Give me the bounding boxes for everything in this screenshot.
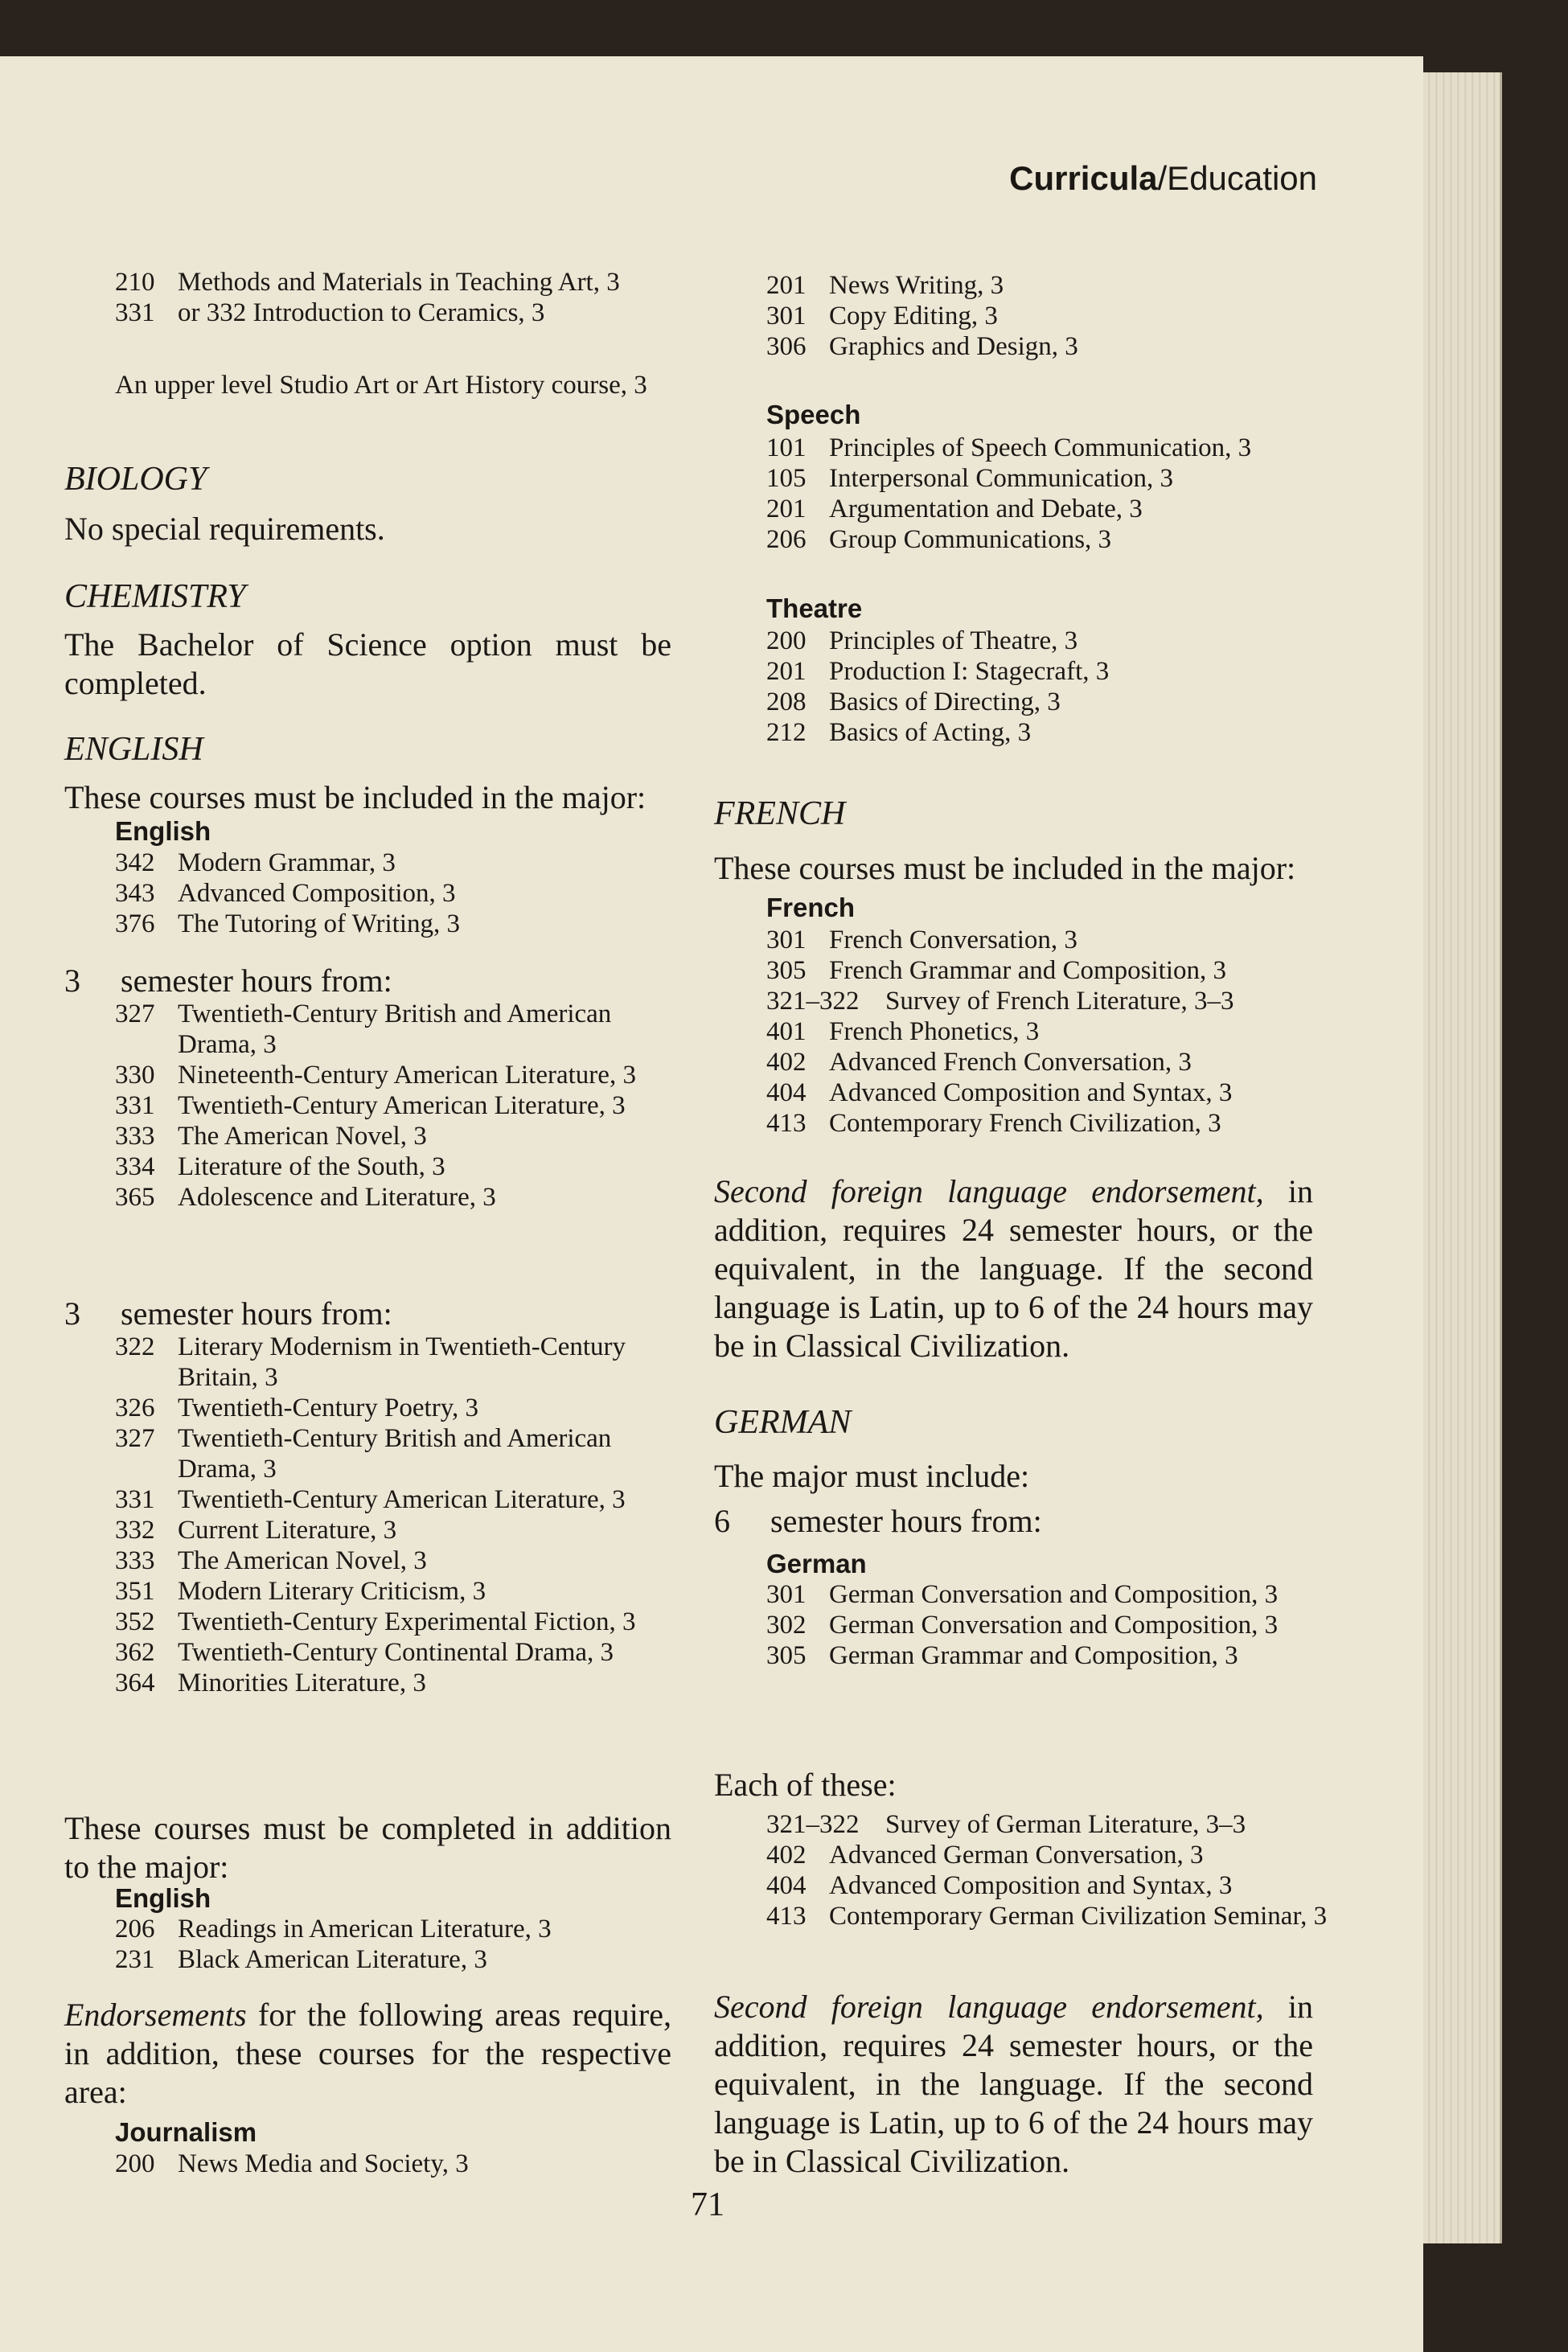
course-title: The American Novel, 3 xyxy=(178,1546,427,1575)
course-title: Basics of Directing, 3 xyxy=(829,688,1061,716)
french-sub: French xyxy=(766,893,856,922)
german-group-label: semester hours from: xyxy=(770,1503,1042,1539)
biology-text: No special requirements. xyxy=(64,511,385,547)
english-group2-header xyxy=(64,1295,627,1333)
french-intro: These courses must be included in the major: xyxy=(714,850,1296,886)
course-number: 364 xyxy=(115,1669,155,1697)
course-entry xyxy=(766,1016,1329,1047)
course-title: Twentieth-Century American Literature, 3 xyxy=(178,1485,626,1514)
course-title: Principles of Speech Communication, 3 xyxy=(829,433,1252,462)
course-entry xyxy=(766,1077,1329,1108)
course-title: Adolescence and Literature, 3 xyxy=(178,1183,496,1212)
chemistry-heading: CHEMISTRY xyxy=(64,578,246,615)
course-number: 343 xyxy=(115,879,155,908)
course-number: 342 xyxy=(115,848,155,877)
course-entry xyxy=(766,1579,1329,1610)
course-title: Nineteenth-Century American Literature, 3 xyxy=(178,1061,636,1090)
course-entry xyxy=(766,270,1321,301)
course-number: 413 xyxy=(766,1902,807,1931)
french-second-rest: in addition, requires 24 semester hours, or the equivalent, in the language. If the second language is Latin, up to 6 of the 24 hours may be in Classical Civilization. xyxy=(714,1173,1313,1364)
course-number: 206 xyxy=(115,1915,155,1944)
course-entry xyxy=(115,1121,662,1151)
endorsements-text xyxy=(64,1996,671,2112)
course-entry xyxy=(766,1809,1329,1840)
course-entry xyxy=(115,878,662,909)
english-addition-text: These courses must be completed in addition to the major: xyxy=(64,1810,671,1885)
course-number: 201 xyxy=(766,657,807,686)
french-heading: FRENCH xyxy=(714,795,846,832)
german-courses xyxy=(766,1579,1329,1671)
course-entry xyxy=(115,999,662,1060)
course-number: 365 xyxy=(115,1183,155,1212)
course-number: 402 xyxy=(766,1841,807,1870)
course-number: 201 xyxy=(766,495,807,523)
course-title: Graphics and Design, 3 xyxy=(829,332,1078,361)
journalism-courses-cont xyxy=(766,270,1321,362)
journalism-sub: Journalism xyxy=(115,2117,257,2147)
course-entry xyxy=(766,626,1321,656)
course-title: Literary Modernism in Twentieth-Century Britain, 3 xyxy=(178,1332,626,1392)
course-number: 306 xyxy=(766,332,807,361)
course-number: 302 xyxy=(766,1611,807,1640)
course-title: German Conversation and Composition, 3 xyxy=(829,1611,1279,1640)
english-core-courses xyxy=(115,848,662,939)
course-number: 301 xyxy=(766,302,807,330)
course-entry xyxy=(766,331,1321,362)
course-number: 330 xyxy=(115,1061,155,1090)
course-title: Production I: Stagecraft, 3 xyxy=(829,657,1110,686)
course-number: 402 xyxy=(766,1048,807,1077)
course-title: Black American Literature, 3 xyxy=(178,1945,487,1974)
german-sub: German xyxy=(766,1549,867,1578)
course-title: Advanced Composition, 3 xyxy=(178,879,456,908)
course-number: 231 xyxy=(115,1945,155,1974)
course-number: 301 xyxy=(766,926,807,954)
course-entry xyxy=(115,1668,662,1698)
course-title: Current Literature, 3 xyxy=(178,1516,397,1545)
course-number: 376 xyxy=(115,909,155,938)
running-header xyxy=(965,159,1317,198)
course-number: 105 xyxy=(766,464,807,493)
chemistry-text: The Bachelor of Science option must be completed. xyxy=(64,626,671,701)
course-title: The Tutoring of Writing, 3 xyxy=(178,909,460,938)
course-entry xyxy=(115,1182,662,1213)
course-title: News Media and Society, 3 xyxy=(178,2149,469,2178)
course-entry xyxy=(766,494,1321,524)
course-entry xyxy=(766,717,1321,748)
course-entry xyxy=(766,656,1321,687)
course-entry xyxy=(766,1840,1329,1870)
course-title: News Writing, 3 xyxy=(829,271,1004,300)
speech-courses xyxy=(766,433,1321,555)
course-title: Modern Grammar, 3 xyxy=(178,848,396,877)
group2-hours: 3 xyxy=(64,1295,80,1332)
course-title: Twentieth-Century British and American Drama, 3 xyxy=(178,1424,612,1484)
course-entry xyxy=(115,1423,662,1484)
german-each: Each of these: xyxy=(714,1767,897,1803)
course-title: Modern Literary Criticism, 3 xyxy=(178,1577,486,1606)
german-group-hours: 6 xyxy=(714,1503,730,1539)
page-edges xyxy=(1423,72,1502,2243)
course-number: 301 xyxy=(766,1580,807,1609)
course-title: Minorities Literature, 3 xyxy=(178,1669,426,1697)
biology-heading: BIOLOGY xyxy=(64,461,207,498)
course-entry xyxy=(115,1637,662,1668)
course-title: German Grammar and Composition, 3 xyxy=(829,1641,1238,1670)
course-number: 331 xyxy=(115,1091,155,1120)
course-title: Interpersonal Communication, 3 xyxy=(829,464,1173,493)
course-number: 200 xyxy=(115,2149,155,2178)
german-second-language xyxy=(714,1988,1313,2181)
course-title: Literature of the South, 3 xyxy=(178,1152,445,1181)
course-title: Contemporary French Civilization, 3 xyxy=(829,1109,1221,1138)
course-entry xyxy=(115,848,662,878)
course-entry xyxy=(766,1640,1329,1671)
page-number: 71 xyxy=(691,2186,724,2223)
course-number: 401 xyxy=(766,1017,807,1046)
german-each-courses xyxy=(766,1809,1329,1931)
french-courses xyxy=(766,925,1329,1139)
header-rest: /Education xyxy=(1157,159,1317,197)
german-second-rest: in addition, requires 24 semester hours, or the equivalent, in the language. If the second language is Latin, up to 6 of the 24 hours may be in Classical Civilization. xyxy=(714,1989,1313,2179)
course-title: Methods and Materials in Teaching Art, 3 xyxy=(178,268,620,297)
course-number: 201 xyxy=(766,271,807,300)
german-intro: The major must include: xyxy=(714,1458,1030,1494)
course-number: 212 xyxy=(766,718,807,747)
course-entry xyxy=(115,909,662,939)
course-entry xyxy=(766,524,1321,555)
speech-sub: Speech xyxy=(766,400,861,429)
art-note: An upper level Studio Art or Art History course, 3 xyxy=(115,371,647,400)
theatre-courses xyxy=(766,626,1321,748)
english-heading: ENGLISH xyxy=(64,731,203,768)
german-second-italic: Second foreign language endorsement, xyxy=(714,1989,1264,2025)
course-title: Twentieth-Century American Literature, 3 xyxy=(178,1091,626,1120)
course-entry xyxy=(766,433,1321,463)
course-number: 322 xyxy=(115,1332,155,1361)
course-title: Twentieth-Century Poetry, 3 xyxy=(178,1394,479,1422)
course-number: 352 xyxy=(115,1607,155,1636)
course-title: The American Novel, 3 xyxy=(178,1122,427,1151)
endorsements-italic: Endorsements xyxy=(64,1997,247,2033)
course-title: Advanced Composition and Syntax, 3 xyxy=(829,1871,1233,1900)
course-number: 334 xyxy=(115,1152,155,1181)
course-title: German Conversation and Composition, 3 xyxy=(829,1580,1279,1609)
course-entry xyxy=(115,1515,662,1545)
course-title: Group Communications, 3 xyxy=(829,525,1112,554)
theatre-sub: Theatre xyxy=(766,593,863,623)
english-addition-sub: English xyxy=(115,1883,211,1913)
course-title: Advanced French Conversation, 3 xyxy=(829,1048,1192,1077)
course-entry xyxy=(766,1870,1329,1901)
course-entry xyxy=(766,955,1329,986)
german-heading: GERMAN xyxy=(714,1404,852,1441)
course-title: Basics of Acting, 3 xyxy=(829,718,1032,747)
course-entry xyxy=(766,925,1329,955)
course-entry xyxy=(115,298,662,328)
art-courses xyxy=(115,267,662,328)
english-group1-courses xyxy=(115,999,662,1213)
course-title: Advanced German Conversation, 3 xyxy=(829,1841,1204,1870)
course-entry xyxy=(115,1090,662,1121)
course-number: 333 xyxy=(115,1546,155,1575)
course-number: 101 xyxy=(766,433,807,462)
course-entry xyxy=(115,1545,662,1576)
course-number: 413 xyxy=(766,1109,807,1138)
course-title: Twentieth-Century British and American Drama, 3 xyxy=(178,999,612,1059)
course-entry xyxy=(766,1047,1329,1077)
course-number: 351 xyxy=(115,1577,155,1606)
english-addition-courses xyxy=(115,1914,662,1975)
course-entry xyxy=(766,1610,1329,1640)
course-entry xyxy=(115,1332,662,1393)
course-entry xyxy=(115,2149,662,2179)
course-entry xyxy=(115,1484,662,1515)
endorsements-rest: for the following areas require, in addition, these courses for the respective area: xyxy=(64,1997,671,2110)
course-title: French Conversation, 3 xyxy=(829,926,1077,954)
group1-hours: 3 xyxy=(64,963,80,999)
course-entry xyxy=(766,687,1321,717)
course-entry xyxy=(115,1151,662,1182)
course-number: 200 xyxy=(766,626,807,655)
english-group2-courses xyxy=(115,1332,662,1698)
journalism-courses xyxy=(115,2149,662,2179)
group2-label: semester hours from: xyxy=(121,1295,392,1332)
course-entry xyxy=(766,463,1321,494)
course-entry xyxy=(115,1393,662,1423)
course-entry xyxy=(115,1576,662,1607)
course-entry xyxy=(115,1944,662,1975)
course-number: 404 xyxy=(766,1078,807,1107)
french-second-italic: Second foreign language endorsement, xyxy=(714,1173,1264,1209)
course-entry xyxy=(115,1060,662,1090)
course-title: Survey of French Literature, 3–3 xyxy=(885,987,1234,1016)
course-number: 327 xyxy=(115,1424,155,1453)
course-title: Copy Editing, 3 xyxy=(829,302,998,330)
course-number: 404 xyxy=(766,1871,807,1900)
course-number: 362 xyxy=(115,1638,155,1667)
french-second-language xyxy=(714,1172,1313,1365)
course-entry xyxy=(766,1901,1329,1931)
course-title: French Phonetics, 3 xyxy=(829,1017,1040,1046)
german-group-header xyxy=(714,1502,1277,1541)
course-title: Contemporary German Civilization Seminar, 3 xyxy=(829,1902,1328,1931)
course-title: Argumentation and Debate, 3 xyxy=(829,495,1143,523)
group1-label: semester hours from: xyxy=(121,963,392,999)
course-number: 332 xyxy=(115,1516,155,1545)
course-entry xyxy=(766,1108,1329,1139)
course-number: 326 xyxy=(115,1394,155,1422)
course-number: 331 xyxy=(115,1485,155,1514)
course-entry xyxy=(115,1914,662,1944)
course-title: Principles of Theatre, 3 xyxy=(829,626,1078,655)
course-number: 210 xyxy=(115,268,155,297)
course-entry xyxy=(115,267,662,298)
course-title: French Grammar and Composition, 3 xyxy=(829,956,1227,985)
course-number: 327 xyxy=(115,999,155,1028)
course-number: 321–322 xyxy=(766,1810,860,1839)
english-intro: These courses must be included in the major: xyxy=(64,779,646,815)
course-title: or 332 Introduction to Ceramics, 3 xyxy=(178,298,545,327)
course-title: Survey of German Literature, 3–3 xyxy=(885,1810,1246,1839)
course-number: 321–322 xyxy=(766,987,860,1016)
course-number: 208 xyxy=(766,688,807,716)
course-number: 333 xyxy=(115,1122,155,1151)
course-number: 206 xyxy=(766,525,807,554)
header-bold: Curricula xyxy=(1009,159,1158,197)
course-title: Twentieth-Century Continental Drama, 3 xyxy=(178,1638,614,1667)
course-entry xyxy=(766,986,1329,1016)
course-entry xyxy=(766,301,1321,331)
english-sub: English xyxy=(115,816,211,846)
course-title: Advanced Composition and Syntax, 3 xyxy=(829,1078,1233,1107)
english-group1-header xyxy=(64,962,627,1000)
course-number: 331 xyxy=(115,298,155,327)
course-number: 305 xyxy=(766,1641,807,1670)
course-number: 305 xyxy=(766,956,807,985)
course-entry xyxy=(115,1607,662,1637)
course-title: Twentieth-Century Experimental Fiction, 3 xyxy=(178,1607,636,1636)
course-title: Readings in American Literature, 3 xyxy=(178,1915,552,1944)
